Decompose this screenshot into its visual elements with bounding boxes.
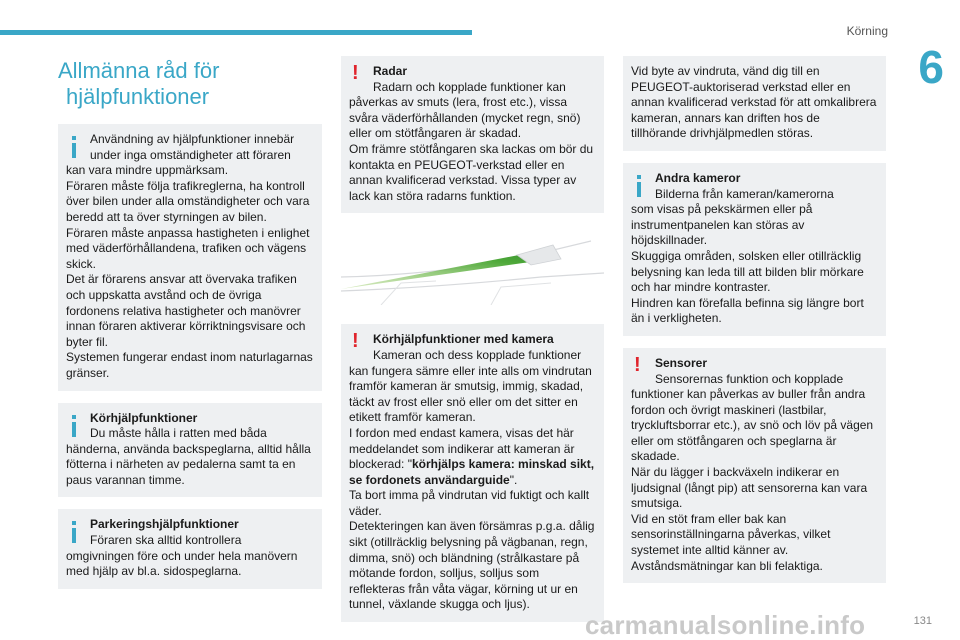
column-1 xyxy=(58,56,322,601)
driving-aids-box xyxy=(58,403,322,498)
warning-icon: ! xyxy=(352,62,359,84)
watermark: carmanualsonline.info xyxy=(585,610,866,640)
windscreen-replacement-box xyxy=(623,56,886,151)
camera-body-part-1: kan fungera sämre eller inte alls om vindrutan framför kameran är smutsig, immig, skadad, täckt av frost eller snö eller om det sitter en etikett framför kameran. I fordon med endast kamera, visas det här meddelandet som indikerar att kameran är blockerad: " xyxy=(349,363,592,472)
camera-heading: Körhjälpfunktioner med kamera xyxy=(373,332,554,347)
parking-aids-box xyxy=(58,509,322,588)
sensors-body: funktioner kan påverkas av buller från andra fordon och övrigt maskineri (lastbilar, tryckluftsborrar etc.), av snö och löv på vägen eller om stötfångaren och speglarna är skadade. När du lägger i backväxeln indikerar en ljudsignal (långt pip) att sensorerna kan vara smutsiga. Vid en stöt fram eller bak kan sensorinställningarna påverkas, vilket systemet inte alltid känner av. Avståndsmätningar kan bli felaktiga. xyxy=(631,387,874,573)
title-line-2: hjälpfunktioner xyxy=(66,84,210,109)
column-3 xyxy=(623,56,886,595)
column-2 xyxy=(341,56,604,634)
radar-body: påverkas av smuts (lera, frost etc.), vissa svåra väderförhållanden (mycket regn, snö) eller om stötfångaren är skadad. Om främre stötfångaren ska lackas om bör du kontakta en PEUGEOT-verkstad eller en annan kvalificerad verkstad. Vissa typer av lack kan störa radarns funktion. xyxy=(349,95,594,203)
parking-aids-body: omgivningen före och under hela manövern med hjälp av bl.a. sidospeglarna. xyxy=(66,548,298,579)
page-title xyxy=(58,58,322,110)
header-rule xyxy=(0,30,472,35)
other-cameras-box xyxy=(623,163,886,336)
section-name: Körning xyxy=(846,24,888,38)
radar-heading: Radar xyxy=(373,64,408,78)
info-icon xyxy=(72,521,76,543)
info-icon xyxy=(637,175,641,197)
camera-body xyxy=(349,364,596,614)
windscreen-camera-illustration xyxy=(341,237,604,305)
info-icon xyxy=(72,415,76,437)
camera-body-part-2: ". Ta bort imma på vindrutan vid fuktigt och kallt väder. Detekteringen kan även försämras p.g.a. dålig sikt (otillräcklig belysning på vägbanan, regn, dimma, snö) och bländning (strålkastare på mötande fordon, solljus, solljus som reflekteras från våta vägar, körning ut ur en tunnel, växlande skugga och ljus). xyxy=(349,472,595,612)
camera-warning-box xyxy=(341,324,604,622)
warning-icon: ! xyxy=(634,353,641,376)
info-icon xyxy=(72,136,76,158)
camera-alert-message: körhjälps kamera: minskad sikt, se fordonets användarguide xyxy=(349,457,595,487)
sensors-heading: Sensorer xyxy=(655,355,708,370)
general-body: kan vara mindre uppmärksam. Föraren måste följa trafikreglerna, ha kontroll över bilen under alla omständigheter och vara beredd att ta över styrningen av bilen. Föraren måste anpassa hastigheten i enlighet med väderförhållandena, trafiken och vägens skick. Det är förarens ansvar att övervaka trafiken och uppskatta avstånd och de övriga fordonens relativa hastigheter och manövrer innan föraren aktiverar körriktningsvisare och byter fil. Systemen fungerar endast inom naturlagarnas gränser. xyxy=(66,163,313,380)
sensors-first-line: Sensorernas funktion och kopplade xyxy=(655,371,844,386)
driving-aids-first-line: Du måste hålla i ratten med båda xyxy=(90,426,267,441)
windscreen-replacement-text: Vid byte av vindruta, vänd dig till en PEUGEOT-auktoriserad verkstad eller en annan kvalificerad verkstad för att omkalibrera kameran, annars kan driften hos de tillhörande drivhjälpmedlen störas. xyxy=(631,64,877,141)
other-cameras-body: som visas på pekskärmen eller på instrumentpanelen kan störas av höjdskillnader. Skuggiga områden, solsken eller otillräcklig belysning kan leda till att bilden blir mörkare och har mindre kontraster. Hindren kan förefalla befinna sig längre bort än i verkligheten. xyxy=(631,202,864,326)
radar-warning-box xyxy=(341,56,604,213)
page-number: 131 xyxy=(913,615,932,627)
sensors-warning-box xyxy=(623,348,886,583)
other-cameras-heading: Andra kameror xyxy=(655,170,741,185)
warning-icon: ! xyxy=(352,330,359,353)
camera-first-line: Kameran och dess kopplade funktioner xyxy=(373,347,582,362)
driving-aids-heading: Körhjälpfunktioner xyxy=(90,410,198,425)
parking-aids-heading: Parkeringshjälpfunktioner xyxy=(90,517,239,532)
title-line-1: Allmänna råd för xyxy=(58,58,220,83)
radar-first-line: Radarn och kopplade funktioner kan xyxy=(373,79,566,94)
parking-aids-first-line: Föraren ska alltid kontrollera xyxy=(90,533,242,548)
general-first-line: Användning av hjälpfunktioner innebär under inga omständigheter att föraren xyxy=(90,132,295,162)
driving-aids-body: händerna, använda backspeglarna, alltid hålla fötterna i närheten av pedalerna samt ta en paus varannan timme. xyxy=(66,441,311,487)
general-info-box xyxy=(58,124,322,391)
other-cameras-first-line: Bilderna från kameran/kamerorna xyxy=(655,186,834,201)
chapter-number: 6 xyxy=(918,41,944,93)
